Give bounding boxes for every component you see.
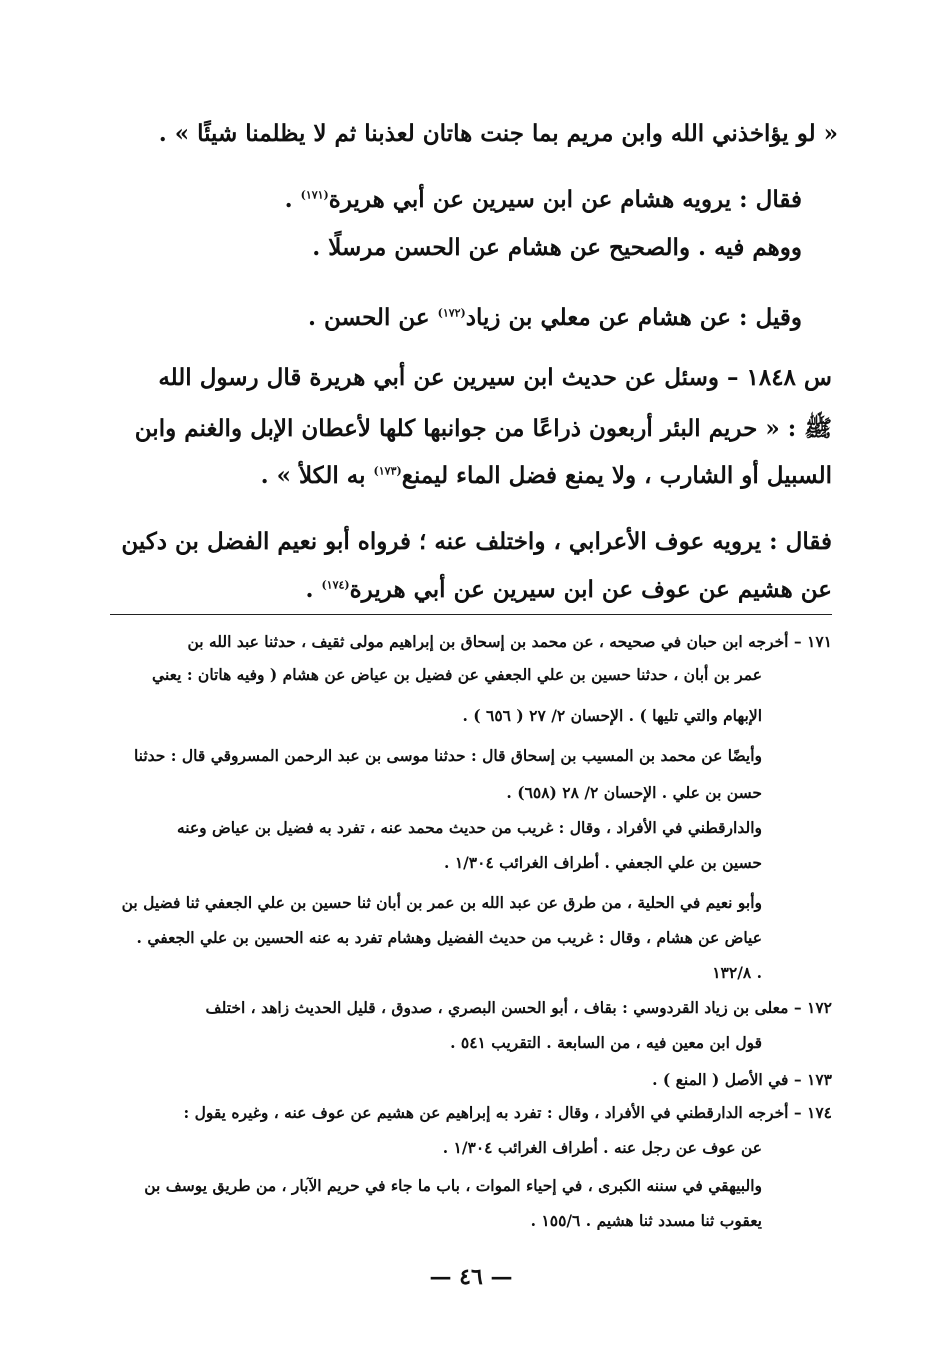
footnote-172-line-2: قول ابن معين فيه ، من السابعة . التقريب ٥٤١ . — [450, 1033, 762, 1052]
question-1848-line-3-end: به الكلأ » . — [260, 462, 374, 489]
footnote-173: ١٧٣ – في الأصل ( المنع ) . — [652, 1070, 832, 1089]
main-line-2-text: فقال : يرويه هشام عن ابن سيرين عن أبي هريرة — [328, 186, 802, 213]
main-line-3: ووهم فيه . والصحيح عن هشام عن الحسن مرسلًا . — [312, 234, 802, 261]
footnote-171-line-9: عياض عن هشام ، وقال : غريب من حديث الفضيل وهشام تفرد به عنه الحسين بن علي الجعفي . — [136, 928, 762, 947]
footnote-171-line-2: عمر بن أبان ، حدثنا حسين بن علي الجعفي عن فضيل بن عياض عن هشام ( وفيه هاتان : يعني — [152, 665, 762, 684]
footnote-171-line-1: ١٧١ – أخرجه ابن حبان في صحيحه ، عن محمد بن إسحاق بن إبراهيم مولى ثقيف ، حدثنا عبد الله بن — [187, 632, 832, 651]
page-number: — ٤٦ — — [429, 1264, 513, 1290]
footnote-171-line-4: وأيضًا عن محمد بن المسيب بن إسحاق قال : حدثنا موسى بن عبد الرحمن المسروقي قال : حدثنا — [133, 746, 762, 765]
footnote-ref-173[interactable]: (١٧٣) — [373, 464, 402, 478]
main-line-1: « لو يؤاخذني الله وابن مريم بما جنت هاتان لعذبنا ثم لا يظلمنا شيئًا » . — [158, 120, 838, 147]
main-line-2 — [285, 186, 802, 213]
main-line-4 — [308, 304, 802, 331]
main-line-4-text: وقيل : عن هشام عن معلي بن زياد — [465, 304, 802, 331]
footnote-172-line-1: ١٧٢ – معلى بن زياد القردوسي : بقاف ، أبو الحسن البصري ، صدوق ، قليل الحديث زاهد ، اختلف — [205, 998, 832, 1017]
footnote-171-line-7: حسين بن علي الجعفي . أطراف الغرائب ١/٣٠٤ . — [444, 853, 762, 872]
answer-line-2-text: عن هشيم عن عوف عن ابن سيرين عن أبي هريرة — [349, 576, 832, 603]
footnote-separator — [110, 614, 832, 615]
footnote-171-line-3: الإبهام والتي تليها ) . الإحسان ٢/ ٢٧ ( ٦٥٦ ) . — [462, 706, 762, 725]
footnote-174-line-3: والبيهقي في سننه الكبرى ، في إحياء الموات ، باب ما جاء في حريم الآبار ، من طريق يوسف بن — [144, 1176, 762, 1195]
answer-line-1: فقال : يرويه عوف الأعرابي ، واختلف عنه ؛ فرواه أبو نعيم الفضل بن دكين — [121, 528, 832, 555]
footnote-171-line-8: وأبو نعيم في الحلية ، من طرق عن عبد الله بن عمر بن أبان ثنا حسين بن علي الجعفي ثنا فضيل بن — [121, 893, 762, 912]
main-line-4-end: عن الحسن . — [308, 304, 438, 331]
footnote-174-line-2: عن عوف عن رجل عنه . أطراف الغرائب ١/٣٠٤ . — [442, 1138, 762, 1157]
footnote-171-line-6: والدارقطني في الأفراد ، وقال : غريب من حديث محمد عنه ، تفرد به فضيل بن عياض وعنه — [176, 818, 762, 837]
main-line-2-end: . — [284, 186, 301, 213]
footnote-ref-174[interactable]: (١٧٤) — [321, 578, 350, 592]
footnote-ref-172[interactable]: (١٧٢) — [437, 306, 466, 320]
answer-line-2 — [305, 576, 832, 603]
footnote-174-line-1: ١٧٤ – أخرجه الدارقطني في الأفراد ، وقال : تفرد به إبراهيم عن هشيم عن عوف عنه ، وغيره يقول : — [183, 1103, 832, 1122]
question-1848-line-3 — [261, 462, 832, 489]
answer-line-2-end: . — [305, 576, 322, 603]
footnote-171-line-5: حسن بن علي . الإحسان ٢/ ٢٨ (٦٥٨) . — [506, 783, 762, 802]
question-1848-line-2: ﷺ : « حريم البئر أربعون ذراعًا من جوانبها كلها لأعطان الإبل والغنم وابن — [134, 415, 832, 442]
footnote-174-line-4: يعقوب ثنا مسدد ثنا هشيم . ١٥٥/٦ . — [530, 1211, 762, 1230]
question-1848-line-1: س ١٨٤٨ – وسئل عن حديث ابن سيرين عن أبي هريرة قال رسول الله — [158, 364, 832, 391]
footnote-171-line-10: ١٣٢/٨ . — [712, 963, 762, 982]
footnote-ref-171[interactable]: (١٧١) — [300, 188, 329, 202]
question-1848-line-3-text: السبيل أو الشارب ، ولا يمنع فضل الماء ليمنع — [401, 462, 832, 489]
